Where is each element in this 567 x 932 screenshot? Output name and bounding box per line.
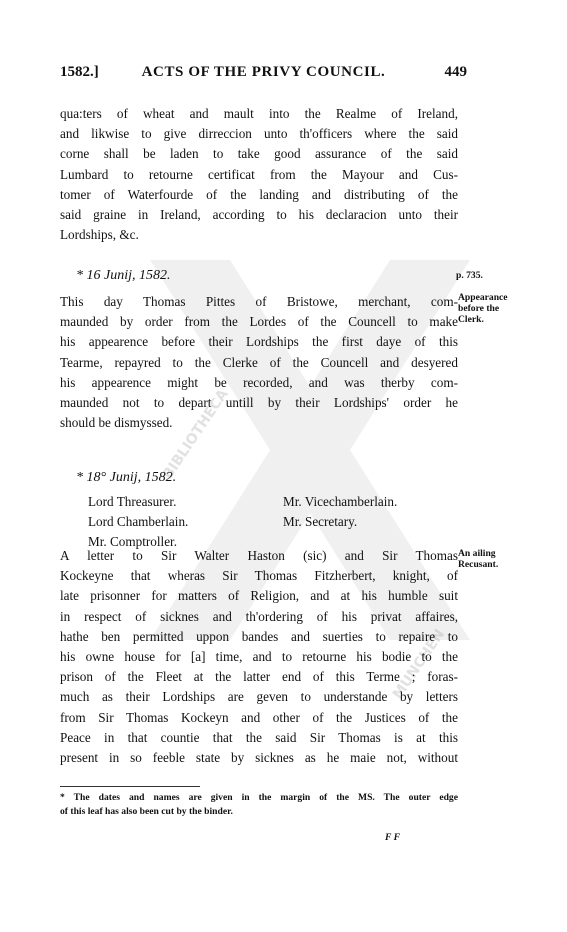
attendee: Mr. Comptroller. (88, 534, 178, 549)
text-line: tomer of Waterfourde of the landing and distributing of the (60, 186, 458, 202)
signature-mark: F F (385, 832, 401, 843)
entry-paragraph (60, 292, 458, 433)
footnote-line: * The dates and names are given in the margin of the MS. The outer edge (60, 792, 458, 803)
attendance-left (88, 492, 268, 552)
watermark-text-1: BIBLIOTHECA (160, 386, 232, 483)
attendee: Lord Chamberlain. (88, 514, 189, 529)
footnote-line: of this leaf has also been cut by the binder. (60, 806, 233, 817)
text-line: in respect of sicknes and th'ordering of his privat affaires, (60, 608, 458, 624)
entry-date: * 16 Junij, 1582. (76, 268, 171, 283)
entry-paragraph (60, 546, 458, 768)
continuation-paragraph (60, 104, 458, 245)
text-line: A letter to Sir Walter Haston (sic) and Sir Thomas (60, 548, 458, 563)
running-header (60, 64, 467, 84)
text-line: from Sir Thomas Kockeyn and other of the Justices of the (60, 709, 458, 725)
attendee: Lord Threasurer. (88, 494, 177, 509)
text-line: maunded not to depart untill by their Lordships' order he (60, 395, 458, 411)
text-line: Lordships, &c. (60, 227, 139, 243)
footnote (60, 791, 458, 819)
header-title: ACTS OF THE PRIVY COUNCIL. (141, 64, 386, 80)
header-year: 1582.] (60, 64, 99, 80)
text-line: This day Thomas Pittes of Bristowe, merchant, com- (60, 294, 458, 309)
text-line: Peace in that countie that the said Sir Thomas is at this (60, 729, 458, 745)
text-line: Tearme, repayred to the Clerke of the Councell and desyered (60, 354, 458, 370)
text-line: should be dismyssed. (60, 415, 173, 431)
attendance-right (283, 492, 463, 532)
text-line: Lumbard to retourne certificat from the Mayour and Cus- (60, 166, 458, 182)
text-line: his appearence might be recorded, and was therby com- (60, 374, 458, 390)
watermark-text-2: MUNCHEN (390, 626, 449, 703)
text-line: his owne house for [a] time, and to retourne his bodie to the (60, 649, 458, 665)
margin-reference: p. 735. (456, 270, 483, 281)
text-line: his appearence before their Lordships the first daye of this (60, 334, 458, 350)
attendee: Mr. Secretary. (283, 514, 358, 529)
text-line: and likwise to give dirreccion unto th'officers where the said (60, 126, 458, 142)
text-line: corne shall be laden to take good assurance of the said (60, 146, 458, 162)
attendee: Mr. Vicechamberlain. (283, 494, 398, 509)
text-line: maunded by order from the Lordes of the Councell to make (60, 314, 458, 330)
text-line: qua:ters of wheat and mault into the Realme of Ireland, (60, 106, 458, 121)
text-line: said graine in Ireland, according to his declaracion unto their (60, 207, 458, 223)
text-line: hathe ben permitted uppon bandes and suerties to repaire to (60, 628, 458, 644)
page-number: 449 (444, 64, 467, 80)
margin-note: Appearance before the Clerk. (458, 292, 508, 325)
text-line: much as their Lordships are geven to understande by letters (60, 689, 458, 705)
margin-note: An ailing Recusant. (458, 548, 499, 570)
footnote-divider (60, 786, 200, 787)
entry-date: * 18° Junij, 1582. (76, 470, 177, 485)
text-line: Kockeyne that wheras Sir Thomas Fitzherbert, knight, of (60, 568, 458, 584)
text-line: late prisonner for matters of Religion, and at his humble suit (60, 588, 458, 604)
text-line: present in so feeble state by sicknes as he maie not, without (60, 750, 458, 766)
text-line: prison of the Fleet at the latter end of this Terme ; foras- (60, 669, 458, 685)
